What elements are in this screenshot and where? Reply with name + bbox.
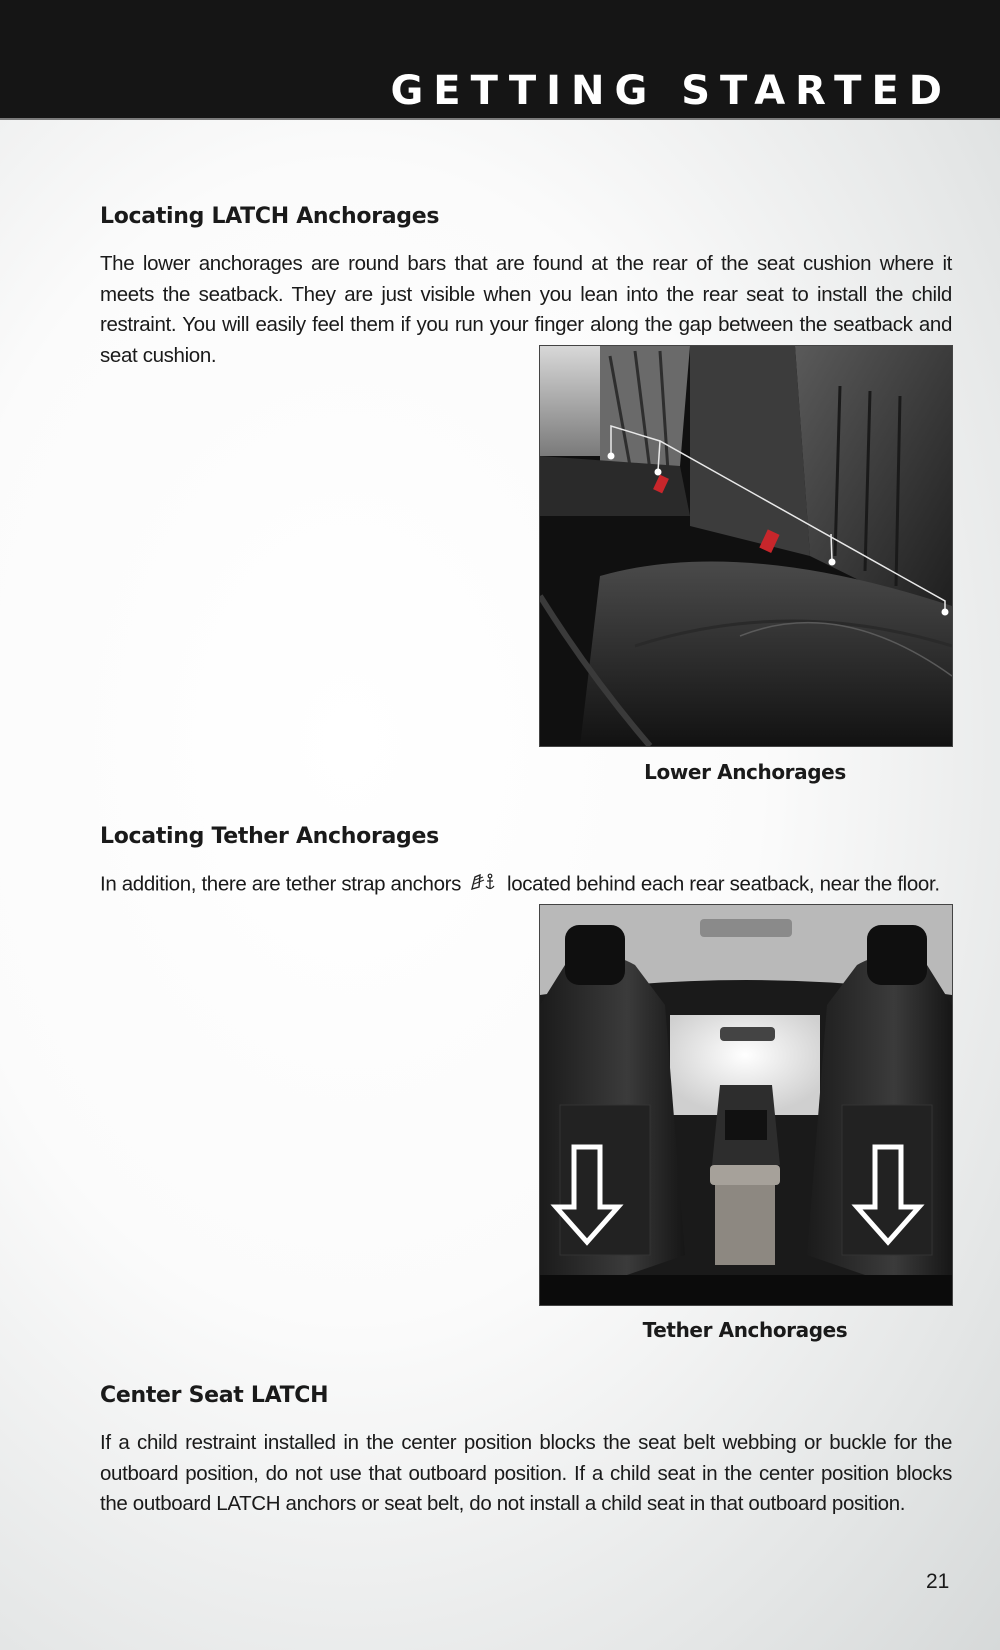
lower-anchorages-caption: Lower Anchorages bbox=[644, 760, 846, 784]
tether-anchorages-caption: Tether Anchorages bbox=[642, 1318, 848, 1342]
center-seat-latch-text: If a child restraint installed in the center position blocks the seat belt webbing or buckle for the outboard position, do not use that outboard position. If a child seat in the center position blocks the outboard LATCH anchors or seat belt, do not install a child seat in that outboard position. bbox=[100, 1431, 952, 1515]
tether-anchorages-text bbox=[100, 871, 952, 899]
section-title: GETTING STARTED bbox=[390, 68, 952, 114]
tether-text-after: located behind each rear seatback, near the floor. bbox=[507, 872, 940, 896]
latch-anchorages-text: The lower anchorages are round bars that are found at the rear of the seat cushion where it meets the seatback. They are just visible when you lean into the rear seat to install the child restraint. You will easily feel them if you run your finger along the gap between the seatback and seat cushion. bbox=[100, 252, 952, 367]
tether-anchorages-photo bbox=[539, 904, 953, 1306]
page-number: 21 bbox=[926, 1570, 950, 1593]
lower-anchorages-photo bbox=[539, 345, 953, 747]
page-header bbox=[0, 0, 1000, 120]
heading-latch-anchorages: Locating LATCH Anchorages bbox=[100, 204, 440, 229]
tether-text-before: In addition, there are tether strap anchors bbox=[100, 872, 462, 896]
heading-tether-anchorages: Locating Tether Anchorages bbox=[100, 824, 439, 849]
tether-anchor-icon bbox=[469, 871, 497, 899]
heading-center-seat-latch: Center Seat LATCH bbox=[100, 1383, 329, 1408]
